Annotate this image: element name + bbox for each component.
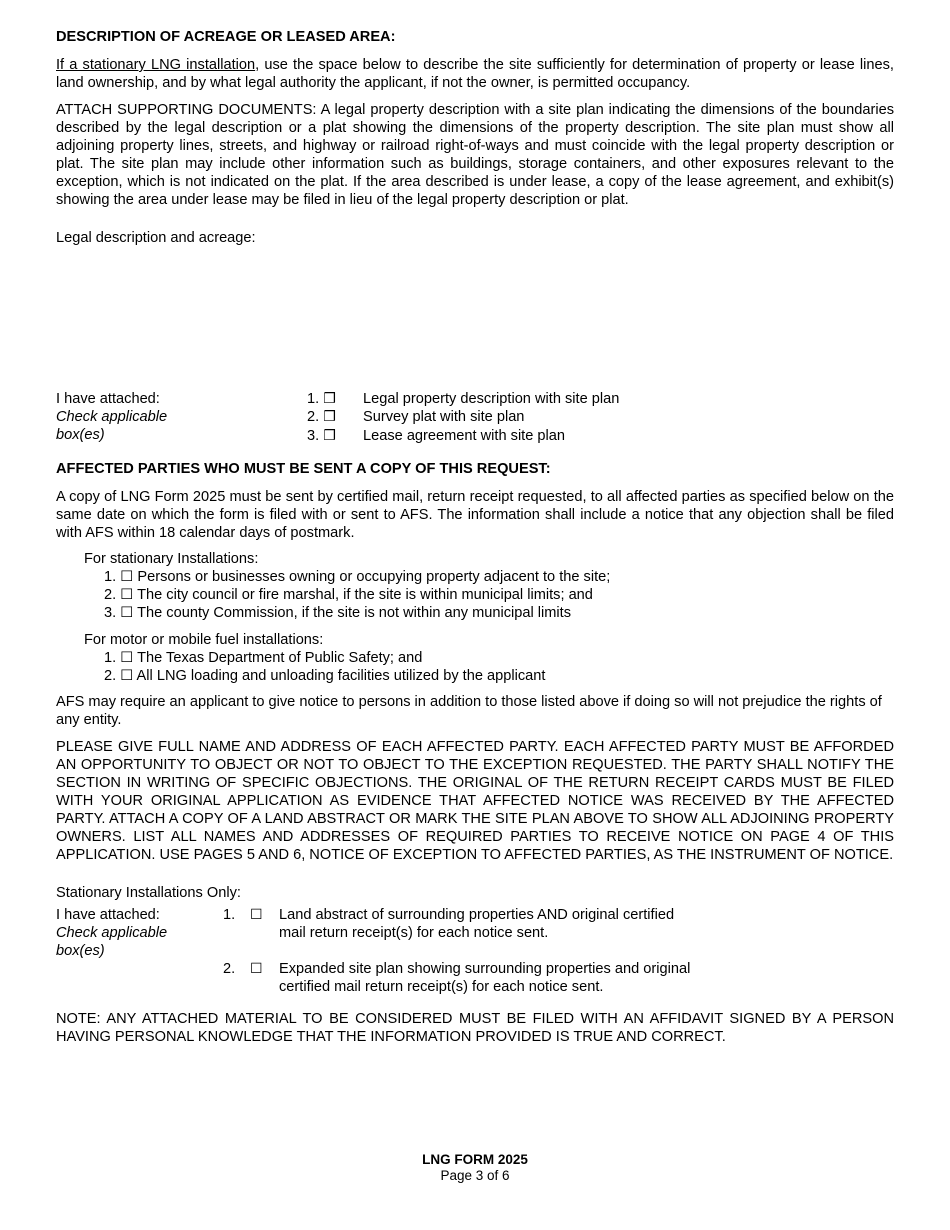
option-text-line: Land abstract of surrounding properties AND original certified (279, 907, 675, 923)
checkbox-icon[interactable]: ☐ (250, 907, 263, 923)
option-text: Lease agreement with site plan (363, 428, 566, 444)
page-footer (0, 1152, 950, 1184)
option-number: 2. (307, 409, 320, 425)
option-text: Survey plat with site plan (363, 409, 525, 425)
form-number: LNG FORM 2025 (422, 1152, 528, 1167)
legal-description-label: Legal description and acreage: (56, 230, 256, 246)
checkbox-icon[interactable]: ❒ (323, 428, 336, 444)
list-item[interactable]: 3. ☐ The county Commission, if the site is not within any municipal limits (104, 605, 572, 621)
attached-label-block (56, 906, 216, 960)
intro-underlined: If a stationary LNG installation (56, 57, 256, 73)
afs-note: AFS may require an applicant to give notice to persons in addition to those listed above if doing so will not prejudice the rights of any entity. (56, 694, 882, 728)
attached-label-block (56, 390, 256, 444)
attachment-option-3 (307, 427, 566, 445)
legal-description-space[interactable] (56, 247, 894, 390)
attachment-option-2 (307, 408, 525, 426)
list-item[interactable]: 2. ☐ All LNG loading and unloading facilities utilized by the applicant (104, 668, 546, 684)
boxes-label: box(es) (56, 943, 105, 959)
page-number: Page 3 of 6 (440, 1168, 510, 1183)
option-text-line: mail return receipt(s) for each notice sent. (279, 925, 549, 941)
option-text-line: certified mail return receipt(s) for each notice sent. (279, 979, 604, 995)
option-number: 2. (223, 961, 236, 977)
boxes-label: box(es) (56, 427, 105, 443)
check-applicable-label: Check applicable (56, 409, 168, 425)
motor-list (56, 649, 894, 685)
option-number: 3. (307, 428, 320, 444)
affidavit-note: NOTE: ANY ATTACHED MATERIAL TO BE CONSIDERED MUST BE FILED WITH AN AFFIDAVIT SIGNED BY A PERSON HAVING PERSONAL KNOWLEDGE THAT THE INFORMATION PROVIDED IS TRUE AND CORRECT. (56, 1011, 894, 1045)
list-item[interactable]: 1. ☐ The Texas Department of Public Safety; and (104, 650, 423, 666)
affected-attachments (56, 906, 894, 1000)
list-item[interactable]: 2. ☐ The city council or fire marshal, if the site is within municipal limits; and (104, 587, 593, 603)
checkbox-icon[interactable]: ❒ (323, 391, 336, 407)
stationary-list (56, 568, 894, 622)
form-page (56, 28, 894, 1046)
check-applicable-label: Check applicable (56, 925, 168, 941)
stationary-label: For stationary Installations: (84, 551, 259, 567)
section-heading-affected-parties: AFFECTED PARTIES WHO MUST BE SENT A COPY OF THIS REQUEST: (56, 461, 551, 477)
section-heading-acreage: DESCRIPTION OF ACREAGE OR LEASED AREA: (56, 29, 396, 45)
affected-parties-intro: A copy of LNG Form 2025 must be sent by certified mail, return receipt requested, to all affected parties as specified below on the same date on which the form is filed with or sent to AFS. The information shall include a notice that any objection shall be filed with AFS within 18 calendar days of postmark. (56, 489, 894, 541)
attach-docs-text: ATTACH SUPPORTING DOCUMENTS: A legal property description with a site plan indicating the dimensions of the boundaries described by the legal description or a plat showing the dimensions of the property description. The site plan must show all adjoining property lines, streets, and highway or railroad right-of-ways and must coincide with the legal property description or plat. The site plan may include other information such as buildings, storage containers, and other exposures relevant to the exception, which is not indicated on the plat. If the area described is under lease, a copy of the lease agreement, and exhibit(s) showing the area under lease may be filed in lieu of the legal property description or plat. (56, 102, 894, 208)
stationary-only-label: Stationary Installations Only: (56, 885, 241, 901)
option-number: 1. (223, 907, 236, 923)
option-text-line: Expanded site plan showing surrounding properties and original (279, 961, 691, 977)
checkbox-icon[interactable]: ☐ (250, 961, 263, 977)
acreage-intro (56, 56, 894, 92)
option-number: 1. (307, 391, 320, 407)
motor-label: For motor or mobile fuel installations: (84, 632, 324, 648)
please-give-text: PLEASE GIVE FULL NAME AND ADDRESS OF EACH AFFECTED PARTY. EACH AFFECTED PARTY MUST BE AFFORDED AN OPPORTUNITY TO OBJECT OR NOT TO OBJECT TO THE EXCEPTION REQUESTED. THE PARTY SHALL NOTIFY THE SECTION IN WRITING OF SPECIFIC OBJECTIONS. THE ORIGINAL OF THE RETURN RECEIPT CARDS MUST BE FILED WITH YOUR ORIGINAL APPLICATION AS EVIDENCE THAT AFFECTED NOTICE WAS RECEIVED BY THE AFFECTED PARTY. ATTACH A COPY OF A LAND ABSTRACT OR MARK THE SITE PLAN ABOVE TO SHOW ALL ADJOINING PROPERTY OWNERS. LIST ALL NAMES AND ADDRESSES OF REQUIRED PARTIES TO RECEIVE NOTICE ON PAGE 4 OF THIS APPLICATION. USE PAGES 5 AND 6, NOTICE OF EXCEPTION TO AFFECTED PARTIES, AS THE INSTRUMENT OF NOTICE. (56, 739, 894, 863)
intro-rest: , use the space below to describe the site sufficiently for determination of property or lease lines, land ownership, and by what legal authority the applicant, if not the owner, is permitted occupancy. (56, 57, 894, 91)
option-text: Legal property description with site plan (363, 391, 620, 407)
attached-label: I have attached: (56, 907, 160, 923)
checkbox-icon[interactable]: ❒ (323, 409, 336, 425)
attached-label: I have attached: (56, 391, 160, 407)
attachment-option-1 (307, 390, 620, 408)
list-item[interactable]: 1. ☐ Persons or businesses owning or occupying property adjacent to the site; (104, 569, 611, 585)
attachments-checklist (56, 390, 894, 446)
